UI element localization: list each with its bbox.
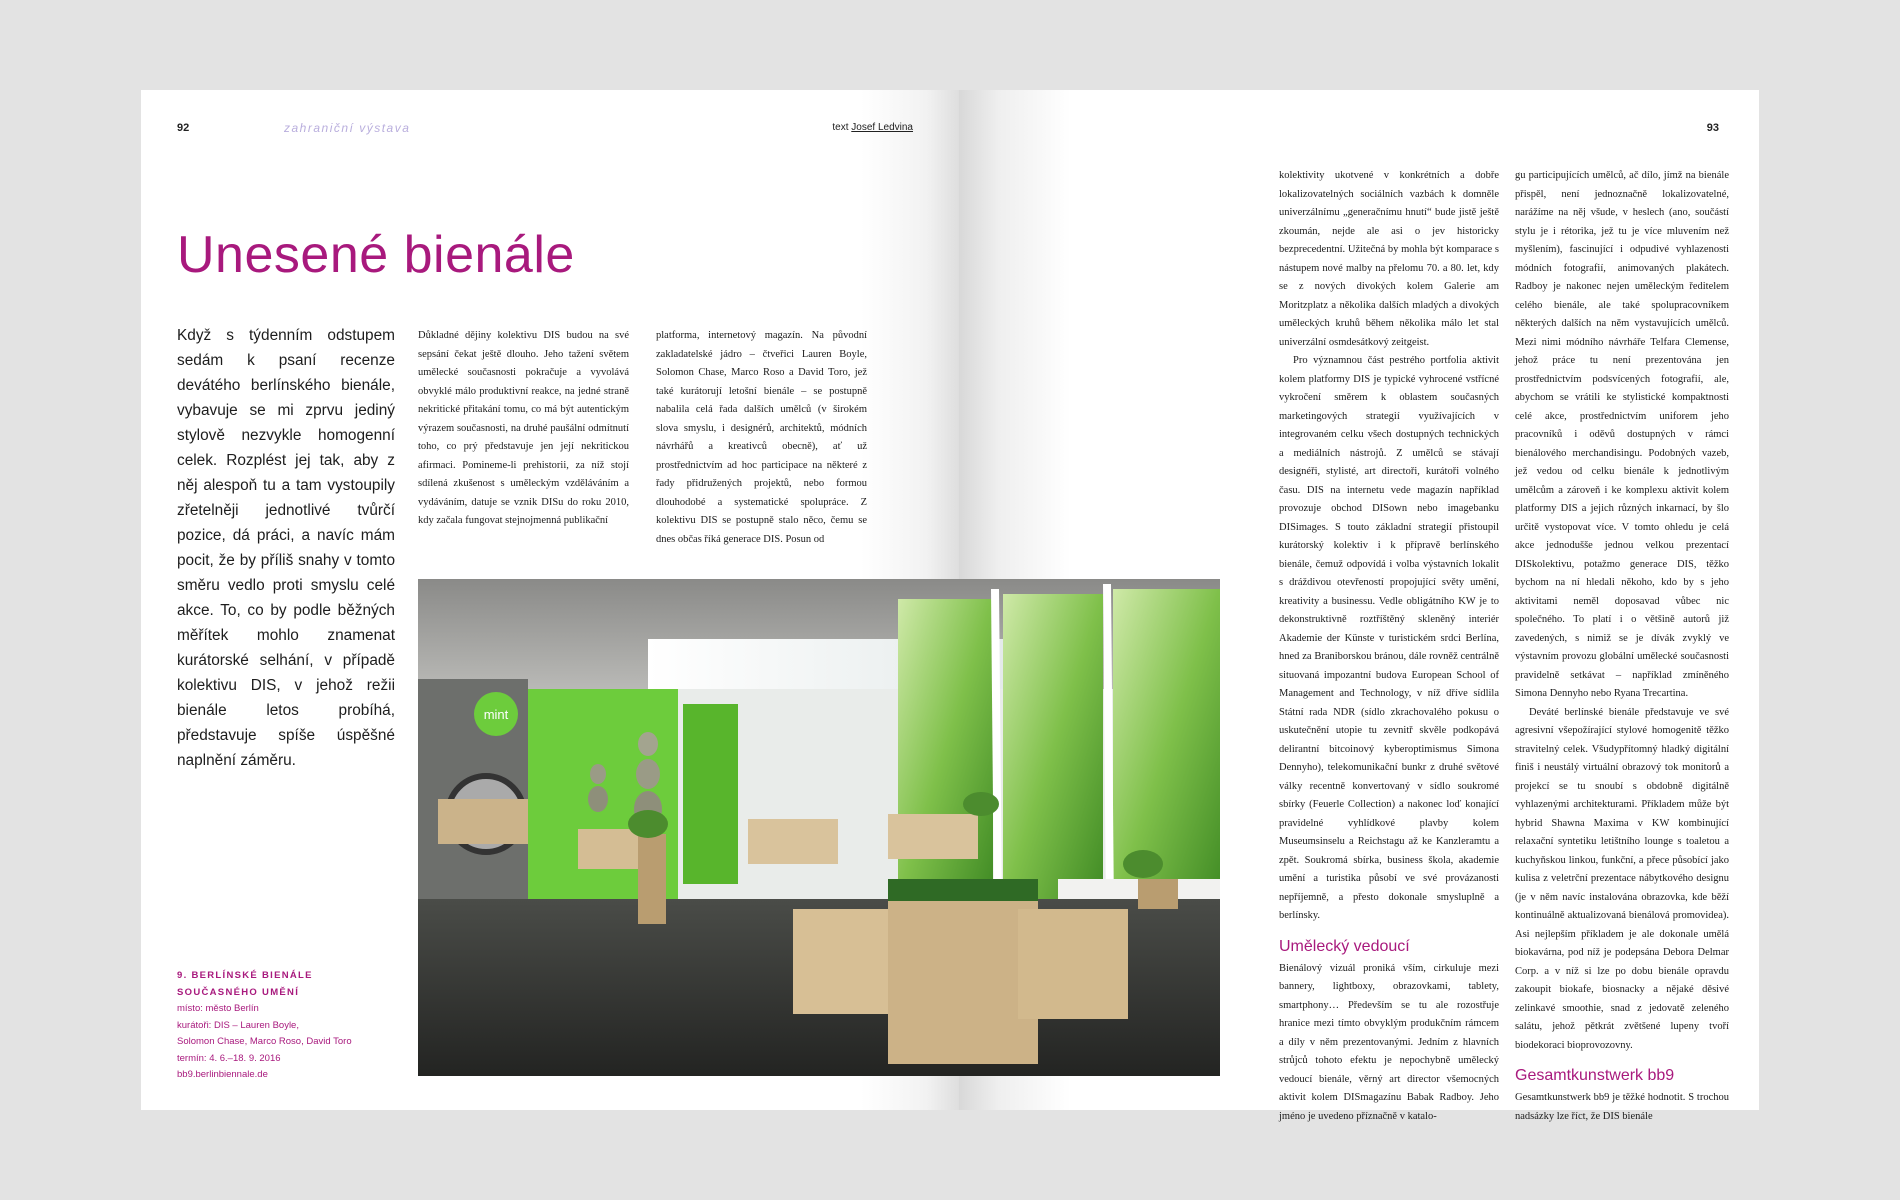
body-paragraph: Pro významnou část pestrého portfolia aktivit kolem platformy DIS je typické vyhrocené vstřícné vykročení směrem k oblastem současných marketingových strategií využívajících v integrovaném celku všech dostupných technických a mediálních nástrojů. Z umělců se stávají designéři, stylisté, art directoři, kurátoři volného času. DIS na internetu vede magazín například provozuje obchod DISown nebo imagebanku DISimages. S touto základní strategií přistoupil kurátorský kolektiv i k přípravě berlínského bienále, čemuž odpovídá i volba výstavních lokalit s dráždivou otevřeností propojující světy umění, kreativity a businessu. Vedle obligátního KW je to dekonstruktivně roztříštěný skleněný interiér Akademie der Künste v turistickém srdci Berlína, hned za Braniborskou bránou, dále rovněž centrálně situovaná impozantní budova European School of Management and Technology, v níž dříve sídlila Státní rada NDR (sídlo zkrachovalého pokusu o uskutečnění utopie tu zevnitř skvěle podkopává delirantní bitcoinový kyberoptimismus Simona Dennyho), telekomunikační bunkr z druhé světové války recentně konvertovaný v sídlo soukromé sbírky (Feuerle Collection) a nakonec loď konající pravidelné vyhlídkové plavby kolem Museumsinselu a Reichstagu až ke Kanzleramtu a zpět. Soukromá sbírka, business škola, akademie umění a turistika působí ve své provázanosti nepříjemně, a přesto dokonale smysluplně a berlínsky. — [1279, 355, 1499, 921]
mint-sign-text: mint — [483, 707, 509, 722]
body-paragraph: Důkladné dějiny kolektivu DIS budou na své sepsání čekat ještě dlouho. Jeho tažení světem umělecké současnosti pokračuje a vyvolává obvyklé málo produktivní reakce, na jedné straně nekritické přitakání tomu, co má být autentickým výrazem současnosti, na druhé paušální odmítnutí toho, co prý představuje jen její nekritickou afirmaci. Pomineme-li prehistorii, za níž stojí sdílená zkušenost s uměleckým vzděláváním a vydáváním, datuje se vznik DISu do roku 2010, kdy začala fungovat stejnojmenná publikační — [418, 330, 629, 526]
pallet-bench-front — [1018, 909, 1128, 1019]
green-panel — [683, 704, 738, 884]
table-top — [888, 879, 1038, 901]
window-frame — [1107, 584, 1110, 914]
potted-plant — [963, 792, 999, 816]
info-dates: termín: 4. 6.–18. 9. 2016 — [177, 1052, 281, 1064]
potted-plant — [628, 810, 668, 838]
pallet-table — [888, 814, 978, 859]
byline-prefix: text — [832, 122, 849, 133]
byline-author: Josef Ledvina — [851, 122, 913, 133]
pallet-table-front — [888, 879, 1038, 1064]
topiary — [590, 764, 606, 784]
page-number-left: 92 — [177, 122, 190, 134]
body-paragraph: kolektivity ukotvené v konkrétních a dobře lokalizovatelných sociálních vazbách k domněle univerzálnímu „generačnímu hnutí“ bude jistě ještě zkoumán, nejde ale asi o jev historicky bezprecedentní. Užitečná by mohla být komparace s nástupem nové malby na přelomu 70. a 80. let, kdy se z nových divokých kolem Galerie am Moritzplatz a několika dalších mladých a divokých uměleckých kruhů během několika málo let stal univerzální osmdesátkový zeitgeist. — [1279, 170, 1499, 348]
info-curators-line1: kurátoři: DIS – Lauren Boyle, — [177, 1019, 299, 1031]
exhibition-infobox — [177, 968, 397, 1084]
pallet-bench-front — [793, 909, 893, 1014]
topiary — [636, 759, 660, 789]
lettuce-panel-2 — [1003, 594, 1103, 904]
article-title: Unesené bienále — [177, 226, 575, 284]
photo-illustration — [418, 579, 1220, 1076]
topiary — [638, 732, 658, 756]
body-paragraph: platforma, internetový magazín. Na původní zakladatelské jádro – čtveřici Lauren Boyle, Solomon Chase, Marco Roso a David Toro, jež také kurátorují letošní bienále – se postupně nabalila celá řada dalších umělců (v širokém slova smyslu, i designérů, architektů, módních návrhářů a kreativců obecně), ať už prostřednictvím ad hoc participace na některé z řady přidružených projektů, nebo formou dlouhodobé a systematické spolupráce. Z kolektivu DIS se postupně stalo něco, čemu se dnes občas říká generace DIS. Posun od — [656, 330, 867, 545]
subheading-art-director: Umělecký vedoucí — [1279, 937, 1410, 955]
info-place: místo: město Berlín — [177, 1003, 259, 1014]
body-paragraph: gu participujících umělců, ač dílo, jímž na bienále přispěl, není jednoznačně lokalizovatelné, narážíme na něj všude, v heslech (ano, součástí stylu je i rétorika, jež tu je více mluvením než myšlením), fascinující i odpudivé vyhlazenosti módních fotografií, animovaných plakátech. Radboy je nakonec nejen uměleckým ředitelem celého bienále, ale také spolupracovníkem některých dalších na něm vystavujících umělců. Mezi nimi módního návrháře Telfara Clemense, jehož práce tu není prezentována jen prostřednictvím podsvícených fotografií, ale, abychom se vrátili ke stylistické kompaktnosti celé akce, prostřednictvím uniforem jeho pracovníků i oděvů dostupných v rámci bienálového merchandisingu. Podobných vazeb, jež vedou od celku bienále k jednotlivým umělcům a zároveň i ke komplexu aktivit kolem platformy DIS a jejich různých inkarnací, by šlo určitě vystopovat více. V tomto ohledu je celá akce jednodušše jednou velkou prezentací DISkolektivu, potažmo generace DIS, těžko bychom na ní hledali někoho, kdo by s jeho aktivitami neměl doposavad vůbec nic společného. To platí i o většině autorů již zavedených, s nimiž se je dívák zvyklý ve výstavním provozu globální umělecké současnosti pravidelně setkávat – například zmíněného Simona Dennyho nebo Ryana Trecartina. — [1515, 170, 1729, 699]
body-paragraph: Bienálový vizuál proniká vším, cirkuluje mezi bannery, lightboxy, obrazovkami, tablety, smartphony… Především se tu ale rozostřuje hranice mezi tímto obvyklým produkčním rámcem a díly v něm prezentovanými. Jedním z hlavních strůjců tohoto efektu je nepochybně umělecký vedoucí bienále, věrný art director všemocných aktivit kolem DISmagazínu Babak Radboy. Jeho jméno je uvedeno příznačně v katalo- — [1279, 962, 1499, 1122]
byline — [832, 122, 913, 133]
section-label: zahraniční výstava — [284, 121, 411, 135]
pallet-crate — [638, 834, 666, 924]
body-column-4 — [1515, 167, 1729, 1122]
body-paragraph: Gesamtkunstwerk bb9 je těžké hodnotit. S trochou nadsázky lze říct, že DIS bienále — [1515, 1092, 1729, 1122]
subheading-gesamtkunstwerk: Gesamtkunstwerk bb9 — [1515, 1067, 1675, 1084]
body-column-3 — [1279, 167, 1499, 1122]
lead-paragraph: Když s týdenním odstupem sedám k psaní recenze devátého berlínského bienále, vybavuje se mi zprvu jediný stylově nezvykle homogenní celek. Rozplést jej tak, aby z něj alespoň tu a tam vystoupily zřetelněji jednotlivé tvůrčí pozice, dá práci, a navíc mám pocit, že by příliš snahy v tomto směru vedlo proti smyslu celé akce. To, co by podle běžných měřítek mohlo znamenat kurátorské selhání, v případě kolektivu DIS, v jehož režii bienále letos probíhá, představuje spíše úspěšné naplnění záměru. — [177, 327, 395, 769]
pallet-bench — [748, 819, 838, 864]
body-column-2 — [656, 327, 867, 545]
potted-plant — [1123, 850, 1163, 878]
window-frame — [995, 589, 998, 909]
info-title-line1: 9. BERLÍNSKÉ BIENÁLE — [177, 970, 313, 981]
body-paragraph: Deváté berlínské bienále představuje ve své agresivní všepožírající stylové homogenitě těžko stravitelný celek. Všudypřítomný hladký digitální finiš i neustálý virtuální obrazový tok monitorů a projekcí se tu snoubí s obdobně digitálně vyhlazenými architekturami. Příkladem může být hybrid Shawna Maxima v KW kombinující relaxační syntetiku letištního lounge s toaletou a kuchyňskou linkou, funkční, a přece působící jako kulisa z veletrční prezentace nábytkového designu (je v něm navíc instalována obrazovka, kde běží kontinuálně aktualizovaná bienálová promovidea). Asi nejlepším příkladem je ale dokonale umělá biokavárna, pod níž je podepsána Debora Delmar Corp. a v níž si lze po dobu bienále opravdu zakoupit biokafe, biosnacky a nějaké děsivé zelinkavé smoothie, snad z jedovatě zeleného salátu, jehož pětkrát zvětšené lupeny tvoří biodekoraci bioprovozovny. — [1515, 706, 1729, 1051]
body-column-1 — [418, 327, 629, 532]
page-number-right: 93 — [1706, 122, 1719, 134]
info-title-line2: SOUČASNÉHO UMĚNÍ — [177, 986, 300, 998]
info-website: bb9.berlinbiennale.de — [177, 1069, 268, 1080]
topiary — [588, 786, 608, 812]
pallet-crate — [1138, 879, 1178, 909]
info-curators-line2: Solomon Chase, Marco Roso, David Toro — [177, 1036, 352, 1047]
exhibition-photo — [418, 579, 1220, 1076]
pallet-bench — [438, 799, 528, 844]
